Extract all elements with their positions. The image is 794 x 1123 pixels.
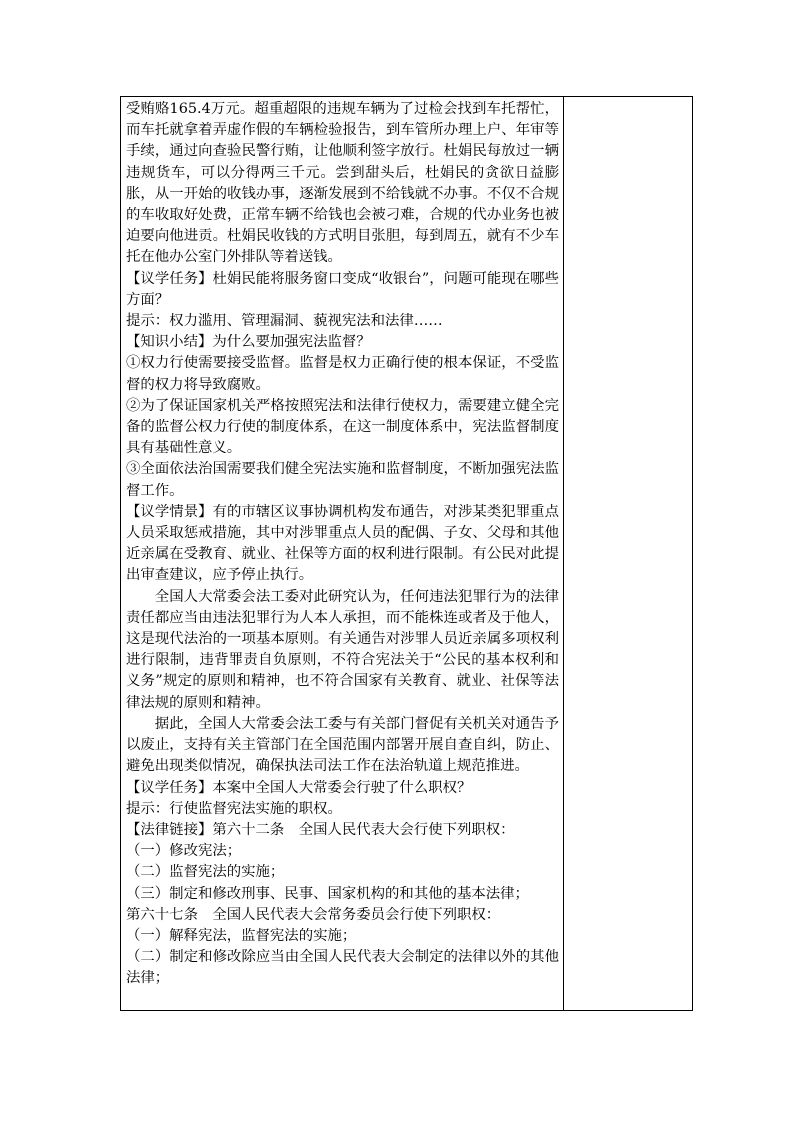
paragraph-law-link: 【法律链接】第六十二条 全国人民代表大会行使下列职权： <box>126 821 515 838</box>
paragraph-scenario: 【议学情景】有的市辖区议事协调机构发布通告，对涉某类犯罪重点人员采取惩戒措施，其中对涉罪重点人员的配偶、子女、父母和其他近亲属在受教育、就业、社保等方面的权利进行限制。有公民对此提出审查建议，应予停止执行。 <box>126 503 559 584</box>
paragraph-task-1: 【议学任务】杜娟民能将服务窗口变成“收银台”，问题可能现在哪些方面？ <box>126 270 559 308</box>
content-cell <box>126 99 559 990</box>
paragraph-article-67: 第六十七条 全国人民代表大会常务委员会行使下列职权： <box>126 906 501 923</box>
paragraph-summary-point-3: ③全面依法治国需要我们健全宪法实施和监督制度，不断加强宪法监督工作。 <box>126 461 559 499</box>
paragraph-hint-1: 提示：权力滥用、管理漏洞、藐视宪法和法律…… <box>126 313 443 330</box>
document-table <box>120 96 693 1011</box>
paragraph-law-item-2: （二）监督宪法的实施； <box>126 864 285 881</box>
paragraph-article-67-item-2: （二）制定和修改除应当由全国人民代表大会制定的法律以外的其他法律； <box>126 949 559 987</box>
paragraph-article-67-item-1: （一）解释宪法，监督宪法的实施； <box>126 927 357 944</box>
paragraph-summary-heading: 【知识小结】为什么要加强宪法监督？ <box>126 334 371 351</box>
paragraph-scenario-result: 据此，全国人大常委会法工委与有关部门督促有关机关对通告予以废止，支持有关主管部门在全国范围内部署开展自查自纠，防止、避免出现类似情况，确保执法司法工作在法治轨道上规范推进。 <box>126 715 559 775</box>
notes-cell <box>564 97 692 1010</box>
paragraph-law-item-1: （一）修改宪法； <box>126 843 242 860</box>
paragraph-hint-2: 提示：行使监督宪法实施的职权。 <box>126 800 342 817</box>
paragraph-summary-point-1: ①权力行使需要接受监督。监督是权力正确行使的根本保证，不受监督的权力将导致腐败。 <box>126 355 559 393</box>
paragraph-summary-point-2: ②为了保证国家机关严格按照宪法和法律行使权力，需要建立健全完备的监督公权力行使的制度体系，在这一制度体系中，宪法监督制度具有基础性意义。 <box>126 397 559 457</box>
paragraph-task-2: 【议学任务】本案中全国人大常委会行驶了什么职权？ <box>126 779 472 796</box>
paragraph-law-item-3: （三）制定和修改刑事、民事、国家机构的和其他的基本法律； <box>126 885 529 902</box>
paragraph-scenario-analysis: 全国人大常委会法工委对此研究认为，任何违法犯罪行为的法律责任都应当由违法犯罪行为人本人承担，而不能株连或者及于他人，这是现代法治的一项基本原则。有关通告对涉罪人员近亲属多项权利进行限制，违背罪责自负原则，不符合宪法关于“公民的基本权利和义务”规定的原则和精神，也不符合国家有关教育、就业、社保等法律法规的原则和精神。 <box>126 588 559 711</box>
paragraph-case-story: 受贿赂165.4万元。超重超限的违规车辆为了过检会找到车托帮忙，而车托就拿着弄虚作假的车辆检验报告，到车管所办理上户、年审等手续，通过向查验民警行贿，让他顺利签字放行。杜娟民每放过一辆违规货车，可以分得两三千元。尝到甜头后，杜娟民的贪欲日益膨胀，从一开始的收钱办事，逐渐发展到不给钱就不办事。不仅不合规的车收取好处费，正常车辆不给钱也会被刁难，合规的代办业务也被迫要向他进贡。杜娟民收钱的方式明目张胆，每到周五，就有不少车托在他办公室门外排队等着送钱。 <box>126 101 559 266</box>
